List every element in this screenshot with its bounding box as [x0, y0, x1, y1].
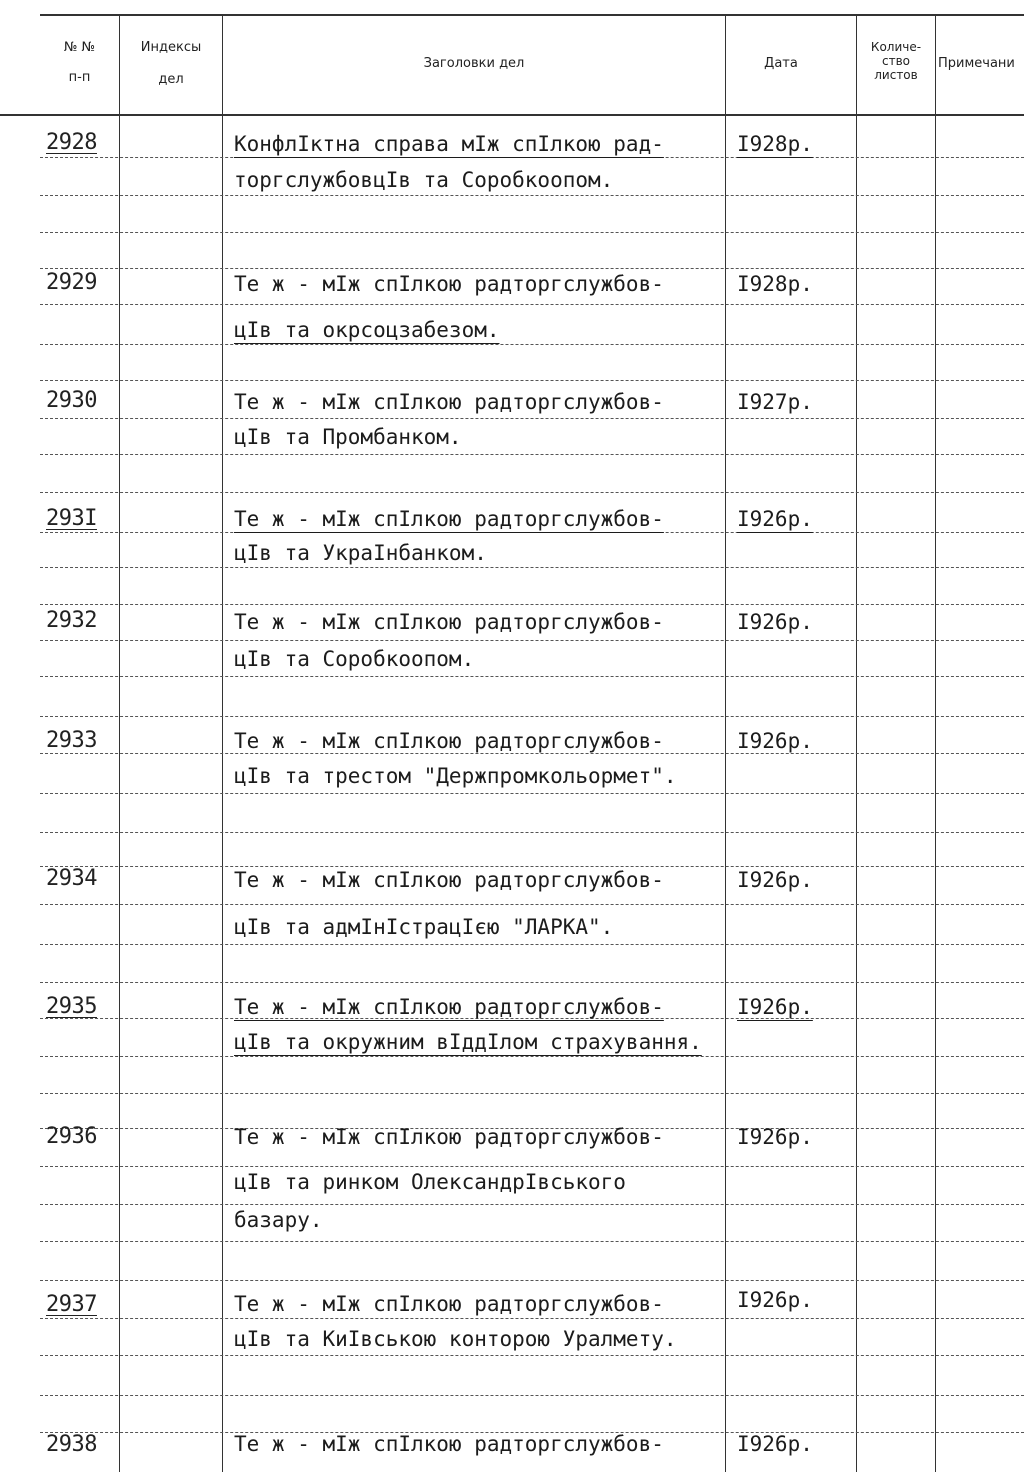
- entry-title-line: Те ж - мІж спІлкою радторгслужбов-: [234, 729, 664, 753]
- rule: [40, 1395, 1024, 1396]
- entry-date: I926р.: [737, 1432, 813, 1456]
- header-title: Заголовки дел: [423, 56, 525, 71]
- entry-number: 2935: [46, 994, 97, 1019]
- rule: [40, 454, 1024, 455]
- header-num-line1: № №: [63, 40, 96, 55]
- entry-title-line: цІв та Соробкоопом.: [234, 647, 475, 671]
- rule: [40, 268, 1024, 269]
- entry-date: I927р.: [737, 390, 813, 414]
- entry-date: I928р.: [737, 132, 813, 156]
- entry-title-line: Те ж - мІж спІлкою радторгслужбов-: [234, 1432, 664, 1456]
- entry-title-line: цІв та Промбанком.: [234, 425, 462, 449]
- header-num: [40, 40, 119, 86]
- entry-number: 2933: [46, 728, 97, 753]
- rule: [40, 640, 1024, 641]
- rule: [40, 676, 1024, 677]
- entry-date: I926р.: [737, 729, 813, 753]
- entry-title-line: Те ж - мІж спІлкою радторгслужбов-: [234, 995, 664, 1019]
- rule: [40, 1056, 1024, 1057]
- rule: [40, 532, 1024, 533]
- entry-title-line: Те ж - мІж спІлкою радторгслужбов-: [234, 507, 664, 531]
- rule: [40, 604, 1024, 605]
- entry-number: 2934: [46, 866, 97, 891]
- header-index-line1: Индексы: [140, 40, 202, 55]
- entry-title-line: цІв та ринком ОлександрІвського: [234, 1170, 626, 1194]
- entry-title-line: Те ж - мІж спІлкою радторгслужбов-: [234, 1125, 664, 1149]
- rule: [40, 1166, 1024, 1167]
- entry-title-line: цІв та КиІвською конторою Уралмету.: [234, 1327, 677, 1351]
- rule: [40, 866, 1024, 867]
- entry-date: I928р.: [737, 272, 813, 296]
- entry-date: I926р.: [737, 1125, 813, 1149]
- rule: [40, 753, 1024, 754]
- rule: [40, 793, 1024, 794]
- entry-title-line: Те ж - мІж спІлкою радторгслужбов-: [234, 390, 664, 414]
- rule: [40, 982, 1024, 983]
- rule: [40, 1204, 1024, 1205]
- header-sheets-line2: ство: [881, 54, 910, 68]
- header-index-line2: дел: [158, 72, 184, 87]
- header-notes: Примечани: [938, 56, 1015, 71]
- entry-number: 2932: [46, 608, 97, 633]
- entry-title-line: Те ж - мІж спІлкою радторгслужбов-: [234, 272, 664, 296]
- rule: [40, 157, 1024, 158]
- rule: [40, 380, 1024, 381]
- header-index: [120, 40, 222, 88]
- entry-date: I926р.: [737, 1288, 813, 1312]
- rule: [40, 232, 1024, 233]
- entry-number: 2930: [46, 388, 97, 413]
- rule: [40, 1355, 1024, 1356]
- entry-title-line: Те ж - мІж спІлкою радторгслужбов-: [234, 1292, 664, 1316]
- header-sheets-line1: Количе-: [870, 40, 922, 54]
- entry-number: 293I: [46, 506, 97, 531]
- entry-date: I926р.: [737, 507, 813, 531]
- rule: [40, 492, 1024, 493]
- rule: [40, 904, 1024, 905]
- entry-date: I926р.: [737, 995, 813, 1019]
- table-top-border: [40, 14, 1024, 16]
- rule: [40, 1280, 1024, 1281]
- header-sheets: [857, 40, 935, 82]
- entry-title-line: КонфлІктна справа мІж спІлкою рад-: [234, 132, 664, 156]
- rule: [40, 832, 1024, 833]
- header-sheets-line3: листов: [874, 68, 918, 82]
- entry-date: I926р.: [737, 868, 813, 892]
- header-date: Дата: [764, 56, 798, 71]
- entry-title-line: торгслужбовцІв та Соробкоопом.: [234, 168, 614, 192]
- entry-number: 2928: [46, 130, 97, 155]
- rule: [40, 418, 1024, 419]
- entry-title-line: цІв та трестом "Держпромкольормет".: [234, 764, 677, 788]
- rule: [40, 304, 1024, 305]
- entry-title-line: Те ж - мІж спІлкою радторгслужбов-: [234, 868, 664, 892]
- rule: [40, 567, 1024, 568]
- rule: [40, 344, 1024, 345]
- rule: [40, 195, 1024, 196]
- rule: [40, 1318, 1024, 1319]
- entry-title-line: Те ж - мІж спІлкою радторгслужбов-: [234, 610, 664, 634]
- entry-title-line: базару.: [234, 1208, 323, 1232]
- rule: [40, 1241, 1024, 1242]
- entry-number: 2938: [46, 1432, 97, 1457]
- entry-number: 2936: [46, 1124, 97, 1149]
- header-bottom-border: [0, 114, 1024, 116]
- entry-date: I926р.: [737, 610, 813, 634]
- entry-title-line: цІв та окрсоцзабезом.: [234, 318, 500, 342]
- entry-title-line: цІв та окружним вІддІлом страхування.: [234, 1030, 702, 1054]
- entry-number: 2937: [46, 1292, 97, 1317]
- entry-title-line: цІв та УкраІнбанком.: [234, 541, 487, 565]
- entry-number: 2929: [46, 270, 97, 295]
- rule: [40, 716, 1024, 717]
- entry-title-line: цІв та адмІнІстрацІєю "ЛАРКА".: [234, 915, 614, 939]
- rule: [40, 1093, 1024, 1094]
- header-num-line2: п-п: [68, 70, 91, 85]
- rule: [40, 944, 1024, 945]
